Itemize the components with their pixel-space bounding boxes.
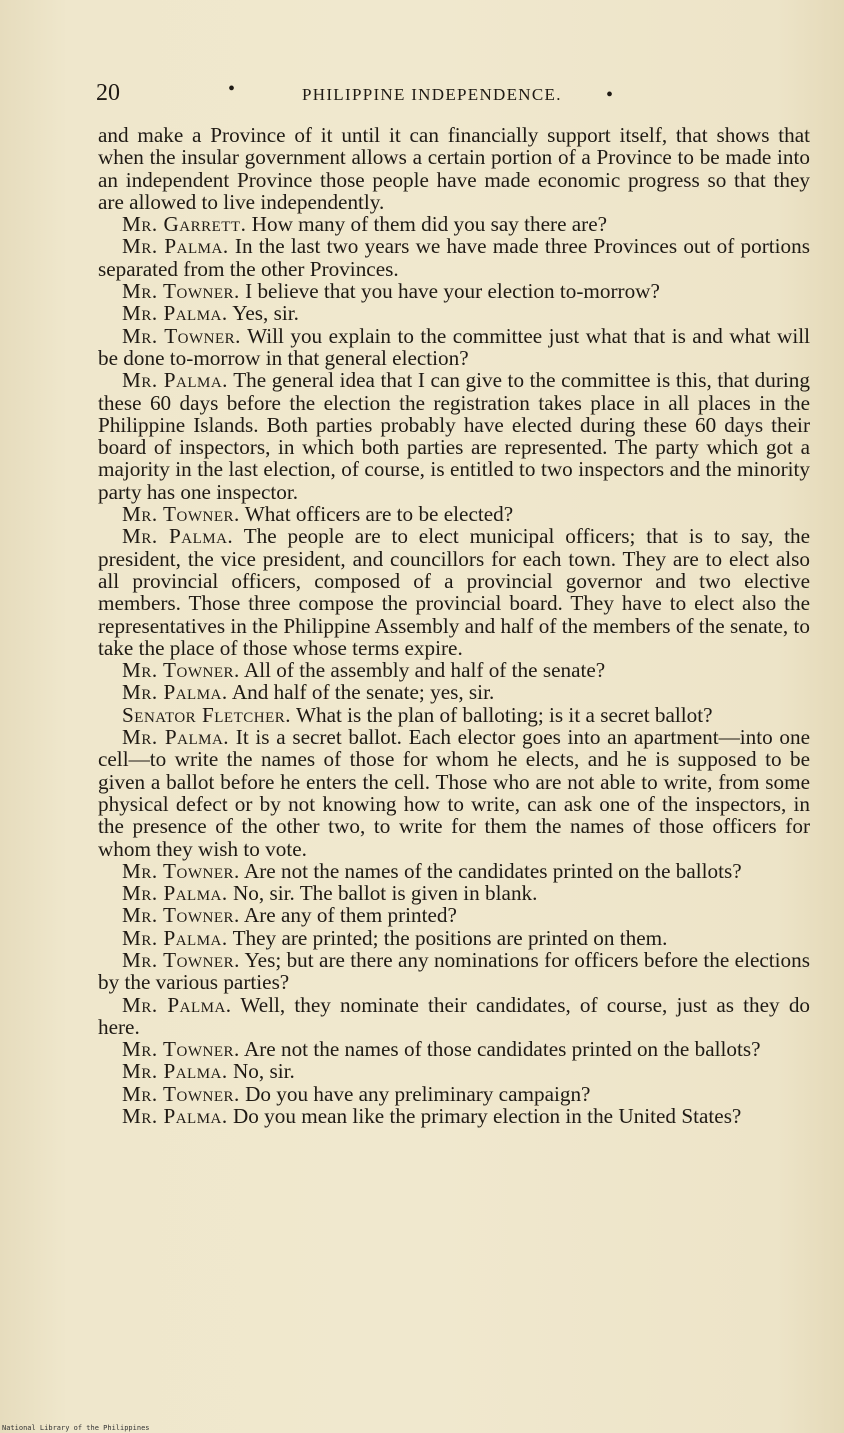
speech-text: Are any of them printed? (243, 903, 457, 928)
speaker-name: Mr. Palma. (122, 680, 228, 705)
transcript-paragraph (98, 1083, 810, 1105)
speech-text: The people are to elect municipal officers; that is to say, the president, the vice president, and councillors for each town. They are to elect also all provincial officers, composed of a provincial governor and two elective members. Those three compose the provincial board. They have to elect also the representatives in the Philippine Assembly and half of the members of the senate, to take the place of those whose terms expire. (98, 524, 811, 660)
speaker-name: Mr. Towner. (122, 1081, 240, 1106)
speech-text: What is the plan of balloting; is it a secret ballot? (295, 702, 713, 727)
speaker-name: Mr. Palma. (122, 301, 228, 326)
header-ornament-left: • (228, 78, 236, 100)
speech-text: Yes; but are there any nominations for officers before the elections by the various parties? (98, 947, 810, 995)
transcript-paragraph (98, 235, 810, 280)
speech-text: How many of them did you say there are? (251, 212, 608, 237)
speaker-name: Mr. Palma. (122, 881, 228, 906)
speech-text: They are printed; the positions are printed on them. (232, 925, 668, 950)
transcript-paragraph (98, 904, 810, 926)
transcript-paragraph (98, 302, 810, 324)
speaker-name: Mr. Palma. (122, 1059, 228, 1084)
speech-text: Are not the names of the candidates printed on the ballots? (243, 858, 742, 883)
speaker-name: Mr. Towner. (122, 279, 240, 304)
transcript-paragraph (98, 659, 810, 681)
transcript-paragraph (98, 994, 810, 1039)
speech-text: No, sir. (232, 1059, 295, 1084)
scan-credit: National Library of the Philippines (2, 1424, 150, 1432)
transcript-paragraph (98, 124, 810, 213)
speaker-name: Mr. Towner. (122, 858, 240, 883)
transcript-paragraph (98, 1105, 810, 1127)
transcript-paragraph (98, 726, 810, 860)
speaker-name: Mr. Towner. (122, 502, 240, 527)
speech-text: and make a Province of it until it can financially support itself, that shows that when the insular government allows a certain portion of a Province to be made into an independent Province those people have made economic progress so that they are allowed to live independently. (98, 123, 810, 214)
speech-text: In the last two years we have made three Provinces out of portions separated from the other Provinces. (98, 234, 810, 281)
speaker-name: Mr. Palma. (122, 992, 232, 1017)
speaker-name: Mr. Palma. (122, 368, 228, 393)
speaker-name: Mr. Towner. (122, 903, 240, 928)
transcript-paragraph (98, 213, 810, 235)
transcript-paragraph (98, 503, 810, 525)
transcript-paragraph (98, 369, 810, 503)
speech-text: Are not the names of those candidates printed on the ballots? (243, 1037, 761, 1062)
speech-text: I believe that you have your election to-morrow? (245, 279, 660, 304)
transcript-paragraph (98, 927, 810, 949)
speaker-name: Mr. Towner. (122, 658, 240, 683)
page-header (96, 80, 736, 106)
running-head: PHILIPPINE INDEPENDENCE. (302, 85, 562, 104)
speaker-name: Mr. Towner. (122, 1037, 240, 1062)
speaker-name: Mr. Towner. (122, 323, 241, 348)
speech-text: It is a secret ballot. Each elector goes into an apartment—into one cell—to write the names of those for whom he elects, and he is supposed to be given a ballot before he enters the cell. Those who are not able to write, from some physical defect or by not knowing how to write, can ask one of the inspectors, in the presence of the other two, to write for them the names of those officers for whom they wish to vote. (98, 725, 811, 861)
speech-text: Do you have any preliminary campaign? (245, 1081, 591, 1106)
speaker-name: Mr. Towner. (122, 947, 240, 972)
body-text (98, 124, 810, 1127)
speaker-name: Mr. Palma. (122, 725, 230, 750)
transcript-paragraph (98, 704, 810, 726)
speech-text: No, sir. The ballot is given in blank. (232, 881, 538, 906)
transcript-paragraph (98, 882, 810, 904)
transcript-paragraph (98, 325, 810, 370)
speech-text: Well, they nominate their candidates, of course, just as they do here. (98, 992, 811, 1039)
header-ornament-right: • (606, 84, 614, 106)
transcript-paragraph (98, 1060, 810, 1082)
speech-text: The general idea that I can give to the committee is this, that during these 60 days before the election the registration takes place in all places in the Philippine Islands. Both parties probably have elected during these 60 days their board of inspectors, in which both parties are represented. The party which got a majority in the last election, of course, is entitled to two inspectors and the minority party has one inspector. (98, 368, 810, 504)
speech-text: All of the assembly and half of the senate? (243, 658, 606, 683)
speech-text: Do you mean like the primary election in the United States? (232, 1104, 742, 1129)
transcript-paragraph (98, 949, 810, 994)
speaker-name: Mr. Garrett. (122, 212, 247, 237)
transcript-paragraph (98, 525, 810, 659)
speaker-name: Mr. Palma. (122, 925, 228, 950)
speaker-name: Mr. Palma. (122, 1104, 228, 1129)
speech-text: Will you explain to the committee just what that is and what will be done to-morrow in that general election? (98, 323, 810, 370)
speech-text: And half of the senate; yes, sir. (231, 680, 495, 705)
transcript-paragraph (98, 1038, 810, 1060)
transcript-paragraph (98, 860, 810, 882)
speaker-name: Senator Fletcher. (122, 702, 292, 727)
speech-text: What officers are to be elected? (244, 502, 514, 527)
speaker-name: Mr. Palma. (122, 234, 229, 259)
transcript-paragraph (98, 280, 810, 302)
speaker-name: Mr. Palma. (122, 524, 234, 549)
speech-text: Yes, sir. (232, 301, 299, 326)
page-number: 20 (96, 80, 120, 106)
transcript-paragraph (98, 681, 810, 703)
